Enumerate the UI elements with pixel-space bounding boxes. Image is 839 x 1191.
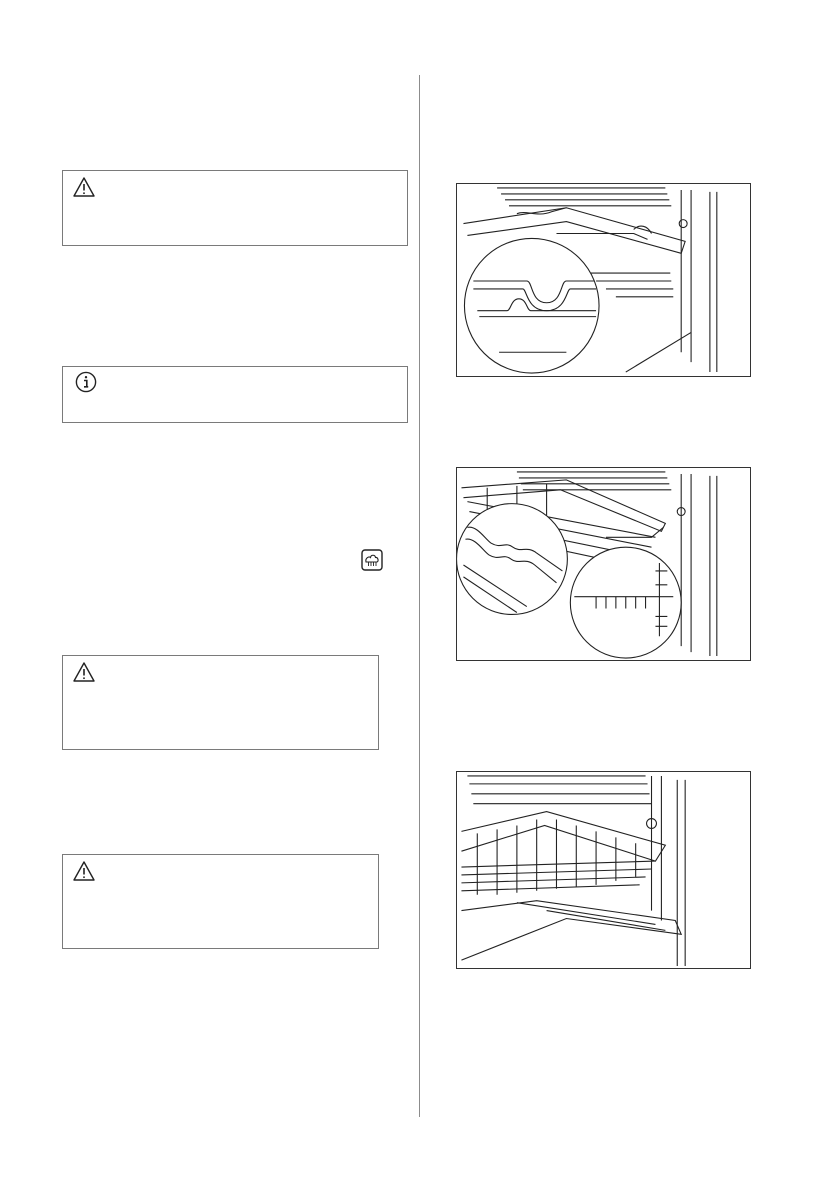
warning-box xyxy=(62,170,408,246)
steam-cooking-icon xyxy=(361,549,383,571)
information-icon xyxy=(75,371,97,393)
warning-triangle-icon xyxy=(73,662,95,682)
illustration-wire-shelf-grooves-detail xyxy=(456,467,751,661)
warning-triangle-icon xyxy=(73,861,95,881)
warning-box xyxy=(62,854,379,949)
illustration-tray-rim-detail xyxy=(456,183,751,377)
information-box xyxy=(62,366,408,423)
warning-triangle-icon xyxy=(73,177,95,197)
column-divider xyxy=(419,75,420,1117)
warning-box xyxy=(62,655,379,750)
illustration-wire-shelf-on-tray xyxy=(456,771,751,969)
